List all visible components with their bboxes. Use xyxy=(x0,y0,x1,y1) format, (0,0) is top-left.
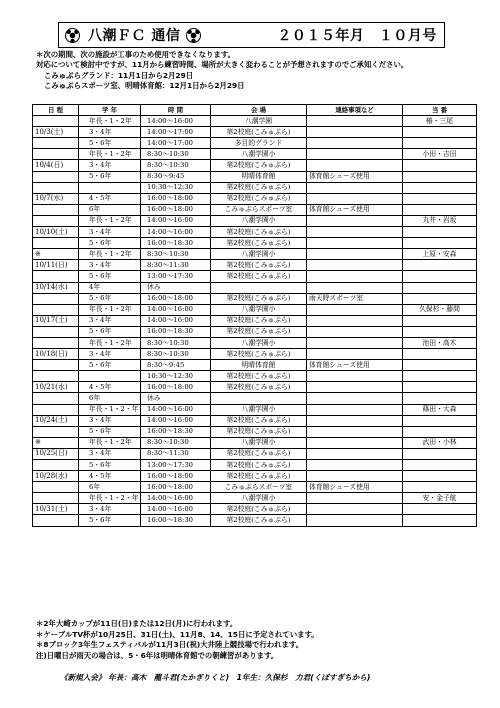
cell-time: 8:30～10:30 xyxy=(141,149,211,160)
cell-time: 14:00～16:00 xyxy=(141,493,211,504)
cell-time: 8:30～10:30 xyxy=(141,349,211,360)
cell-duty xyxy=(403,349,477,360)
new-members-note: 《新規入会》 年長：高木 龍斗君(たかぎりくと) 1年生：久保杉 力君(くぼすぎちから) xyxy=(60,673,371,682)
cell-contact xyxy=(307,304,403,315)
soccer-ball-icon xyxy=(65,28,80,43)
table-row xyxy=(33,426,477,437)
cell-venue: 第2校庭(こみゅぷら) xyxy=(211,448,307,459)
cell-duty: 小田・吉田 xyxy=(403,149,477,160)
table-row xyxy=(33,515,477,526)
table-row xyxy=(33,482,477,493)
note-line: ＊ケーブルTV杯が10月25日、31日(土)、11月8、14、15日に予定されています。 xyxy=(36,629,319,639)
cell-venue: 八潮学園小 xyxy=(211,437,307,448)
cell-grade: 3・4年 xyxy=(79,315,141,326)
cell-contact: 雨天時スポーツ室 xyxy=(307,293,403,304)
cell-grade: 5・6年 xyxy=(79,360,141,371)
cell-date xyxy=(33,215,79,226)
cell-venue: 第2校庭(こみゅぷら) xyxy=(211,471,307,482)
cell-contact xyxy=(307,160,403,171)
cell-venue: 第2校庭(こみゅぷら) xyxy=(211,127,307,138)
cell-contact xyxy=(307,460,403,471)
note-line: ＊2年大崎カップが11日(日)または12日(月)に行われます。 xyxy=(36,619,238,628)
cell-grade: 3・4年 xyxy=(79,260,141,271)
schedule-body xyxy=(33,116,477,526)
cell-venue: 第2校庭(こみゅぷら) xyxy=(211,426,307,437)
newsletter-title: 八潮ＦＣ 通信 xyxy=(88,28,181,44)
cell-contact xyxy=(307,493,403,504)
cell-contact xyxy=(307,282,403,293)
table-row xyxy=(33,460,477,471)
cell-date: 10/17(土) xyxy=(33,315,79,326)
cell-time: 16:00～18:00 xyxy=(141,482,211,493)
table-row xyxy=(33,238,477,249)
cell-contact xyxy=(307,249,403,260)
cell-venue: 八潮学園小 xyxy=(211,404,307,415)
cell-venue: 多目的グランド xyxy=(211,138,307,149)
cell-grade: 5・6年 xyxy=(79,326,141,337)
cell-contact xyxy=(307,116,403,127)
cell-time: 休み xyxy=(141,282,211,293)
cell-contact xyxy=(307,315,403,326)
cell-grade: 年長・1・2・年 xyxy=(79,493,141,504)
table-row xyxy=(33,204,477,215)
cell-time: 8:30～11:30 xyxy=(141,448,211,459)
column-header-duty: 当 番 xyxy=(403,105,477,116)
cell-contact xyxy=(307,437,403,448)
cell-duty: 安・金子航 xyxy=(403,493,477,504)
cell-contact xyxy=(307,182,403,193)
table-row xyxy=(33,404,477,415)
table-row xyxy=(33,227,477,238)
cell-grade: 5・6年 xyxy=(79,171,141,182)
cell-grade: 4・5年 xyxy=(79,471,141,482)
cell-date: 10/31(土) xyxy=(33,504,79,515)
cell-grade: 3・4年 xyxy=(79,160,141,171)
cell-date xyxy=(33,271,79,282)
column-header-time: 時 間 xyxy=(141,105,211,116)
cell-duty: 池田・高木 xyxy=(403,337,477,348)
cell-venue: 八潮学園 xyxy=(211,116,307,127)
cell-date xyxy=(33,337,79,348)
cell-grade xyxy=(79,182,141,193)
cell-time: 16:00～18:00 xyxy=(141,293,211,304)
cell-venue: こみゅぷらスポーツ室 xyxy=(211,482,307,493)
cell-date xyxy=(33,404,79,415)
cell-venue: 第2校庭(こみゅぷら) xyxy=(211,271,307,282)
cell-contact xyxy=(307,227,403,238)
cell-date: 10/14(水) xyxy=(33,282,79,293)
cell-time: 休み xyxy=(141,393,211,404)
cell-grade: 3・4年 xyxy=(79,504,141,515)
table-row xyxy=(33,260,477,271)
cell-duty xyxy=(403,515,477,526)
table-row xyxy=(33,415,477,426)
cell-contact xyxy=(307,404,403,415)
cell-contact xyxy=(307,426,403,437)
cell-venue: 第2校庭(こみゅぷら) xyxy=(211,260,307,271)
cell-duty xyxy=(403,182,477,193)
cell-date xyxy=(33,371,79,382)
cell-date xyxy=(33,426,79,437)
cell-duty: 丸井・岩坂 xyxy=(403,215,477,226)
table-row xyxy=(33,149,477,160)
cell-grade: 6年 xyxy=(79,204,141,215)
cell-venue: 第2校庭(こみゅぷら) xyxy=(211,315,307,326)
cell-venue: 第2校庭(こみゅぷら) xyxy=(211,326,307,337)
cell-time: 13:00～17:30 xyxy=(141,271,211,282)
cell-grade xyxy=(79,371,141,382)
cell-duty xyxy=(403,415,477,426)
cell-venue: 第2校庭(こみゅぷら) xyxy=(211,238,307,249)
cell-date: 10/28(水) xyxy=(33,471,79,482)
cell-grade: 3・4年 xyxy=(79,415,141,426)
cell-date: 10/18(日) xyxy=(33,349,79,360)
cell-contact xyxy=(307,515,403,526)
cell-contact: 体育館シューズ使用 xyxy=(307,482,403,493)
cell-date xyxy=(33,460,79,471)
cell-duty xyxy=(403,393,477,404)
cell-time: 16:00～18:30 xyxy=(141,515,211,526)
cell-time: 14:00～16:00 xyxy=(141,504,211,515)
notice-line: 対応について検討中ですが、11月から練習時間、場所が大きく変わることが予想されますのでご承知ください。 xyxy=(36,60,409,70)
table-row xyxy=(33,293,477,304)
cell-venue: 第2校庭(こみゅぷら) xyxy=(211,382,307,393)
cell-grade: 年長・1・2年 xyxy=(79,116,141,127)
cell-duty: 篠田・大森 xyxy=(403,404,477,415)
cell-grade: 3・4年 xyxy=(79,349,141,360)
cell-time: 8:30～9:45 xyxy=(141,360,211,371)
cell-time: 14:00～17:00 xyxy=(141,138,211,149)
cell-grade: 5・6年 xyxy=(79,293,141,304)
cell-duty xyxy=(403,282,477,293)
notice-line: ＊次の期間、次の施設が工事のため使用できなくなります。 xyxy=(36,50,235,59)
cell-date: 10/24(土) xyxy=(33,415,79,426)
table-row xyxy=(33,471,477,482)
cell-venue: 第2校庭(こみゅぷら) xyxy=(211,460,307,471)
cell-grade: 6年 xyxy=(79,393,141,404)
cell-grade: 年長・1・2年 xyxy=(79,304,141,315)
table-row xyxy=(33,160,477,171)
cell-venue: 第2校庭(こみゅぷら) xyxy=(211,349,307,360)
note-line: 注)日曜日が雨天の場合は、5・6年は明晴体育館での朝練習があります。 xyxy=(36,650,279,660)
cell-grade: 3・4年 xyxy=(79,227,141,238)
cell-time: 16:00～18:30 xyxy=(141,426,211,437)
cell-duty xyxy=(403,260,477,271)
cell-date: 10/25(日) xyxy=(33,448,79,459)
cell-duty xyxy=(403,160,477,171)
cell-venue xyxy=(211,393,307,404)
cell-contact xyxy=(307,149,403,160)
cell-venue xyxy=(211,282,307,293)
construction-notice xyxy=(36,50,408,92)
cell-date xyxy=(33,238,79,249)
cell-grade: 5・6年 xyxy=(79,515,141,526)
cell-venue: 八潮学園小 xyxy=(211,493,307,504)
cell-time: 14:00～16:00 xyxy=(141,415,211,426)
cell-duty xyxy=(403,360,477,371)
table-row xyxy=(33,304,477,315)
schedule-table xyxy=(32,104,477,527)
cell-duty xyxy=(403,271,477,282)
notice-line: こみゅぷらグランド：11月1日から2月29日 xyxy=(44,70,194,80)
cell-contact xyxy=(307,471,403,482)
cell-date: 10/10(土) xyxy=(33,227,79,238)
cell-time: 14:00～16:00 xyxy=(141,227,211,238)
cell-time: 10:30～12:30 xyxy=(141,371,211,382)
cell-venue: 八潮学園小 xyxy=(211,215,307,226)
cell-contact xyxy=(307,371,403,382)
table-row xyxy=(33,393,477,404)
cell-contact xyxy=(307,215,403,226)
cell-time: 8:30～10:30 xyxy=(141,337,211,348)
cell-duty xyxy=(403,227,477,238)
cell-duty xyxy=(403,138,477,149)
cell-duty: 久保杉・藤間 xyxy=(403,304,477,315)
cell-duty xyxy=(403,127,477,138)
cell-time: 8:30～9:45 xyxy=(141,171,211,182)
cell-venue: 明晴体育館 xyxy=(211,171,307,182)
cell-duty xyxy=(403,471,477,482)
cell-duty xyxy=(403,315,477,326)
cell-time: 16:00～18:00 xyxy=(141,382,211,393)
cell-date: 10/3(土) xyxy=(33,127,79,138)
cell-grade: 5・6年 xyxy=(79,238,141,249)
cell-duty xyxy=(403,293,477,304)
table-row xyxy=(33,315,477,326)
cell-contact: 体育館シューズ使用 xyxy=(307,204,403,215)
table-row xyxy=(33,138,477,149)
table-header-row xyxy=(33,105,477,116)
cell-duty: 上原・安森 xyxy=(403,249,477,260)
table-row xyxy=(33,371,477,382)
cell-grade: 年長・1・2年 xyxy=(79,249,141,260)
column-header-venue: 会 場 xyxy=(211,105,307,116)
cell-date xyxy=(33,515,79,526)
cell-venue: 八潮学園小 xyxy=(211,304,307,315)
cell-venue: 八潮学園小 xyxy=(211,337,307,348)
cell-time: 14:00～16:00 xyxy=(141,215,211,226)
cell-date xyxy=(33,493,79,504)
cell-contact: 体育館シューズ使用 xyxy=(307,171,403,182)
cell-venue: 第2校庭(こみゅぷら) xyxy=(211,227,307,238)
table-row xyxy=(33,360,477,371)
cell-grade: 3・4年 xyxy=(79,127,141,138)
cell-grade: 年長・1・2年 xyxy=(79,149,141,160)
table-row xyxy=(33,182,477,193)
cell-venue: 第2校庭(こみゅぷら) xyxy=(211,293,307,304)
cell-time: 16:00～18:00 xyxy=(141,471,211,482)
cell-time: 16:00～18:30 xyxy=(141,326,211,337)
cell-date: 10/4(日) xyxy=(33,160,79,171)
table-row xyxy=(33,448,477,459)
table-row xyxy=(33,271,477,282)
table-row xyxy=(33,337,477,348)
table-row xyxy=(33,127,477,138)
cell-date: 10/21(水) xyxy=(33,382,79,393)
cell-grade: 4・5年 xyxy=(79,193,141,204)
cell-duty xyxy=(403,426,477,437)
cell-grade: 4・5年 xyxy=(79,382,141,393)
cell-contact xyxy=(307,415,403,426)
cell-venue: 第2校庭(こみゅぷら) xyxy=(211,504,307,515)
cell-date xyxy=(33,171,79,182)
cell-contact xyxy=(307,349,403,360)
cell-date xyxy=(33,293,79,304)
cell-grade: 年長・1・2年 xyxy=(79,215,141,226)
cell-contact xyxy=(307,260,403,271)
cell-time: 8:30～11:30 xyxy=(141,260,211,271)
cell-contact xyxy=(307,393,403,404)
cell-contact xyxy=(307,326,403,337)
table-row xyxy=(33,282,477,293)
cell-time: 14:00～16:00 xyxy=(141,315,211,326)
cell-time: 10:30～12:30 xyxy=(141,182,211,193)
table-row xyxy=(33,504,477,515)
cell-date xyxy=(33,182,79,193)
cell-venue: 第2校庭(こみゅぷら) xyxy=(211,160,307,171)
cell-duty xyxy=(403,171,477,182)
cell-venue: 八潮学園小 xyxy=(211,149,307,160)
cell-date: ※ xyxy=(33,249,79,260)
table-row xyxy=(33,493,477,504)
cell-duty xyxy=(403,238,477,249)
cell-date: 10/11(日) xyxy=(33,260,79,271)
cell-date xyxy=(33,304,79,315)
cell-contact xyxy=(307,271,403,282)
cell-date xyxy=(33,360,79,371)
cell-time: 16:00～18:00 xyxy=(141,204,211,215)
cell-contact xyxy=(307,382,403,393)
cell-grade: 5・6年 xyxy=(79,271,141,282)
table-row xyxy=(33,215,477,226)
cell-duty xyxy=(403,460,477,471)
cell-date xyxy=(33,138,79,149)
table-row xyxy=(33,382,477,393)
cell-contact xyxy=(307,238,403,249)
cell-contact xyxy=(307,448,403,459)
cell-duty xyxy=(403,371,477,382)
cell-grade: 年長・1・2年 xyxy=(79,337,141,348)
cell-duty xyxy=(403,448,477,459)
notice-line: こみゅぷらスポーツ室、明晴体育館：12月1日から2月29日 xyxy=(44,81,245,91)
table-row xyxy=(33,249,477,260)
cell-venue: 八潮学園小 xyxy=(211,249,307,260)
cell-time: 16:00～18:00 xyxy=(141,193,211,204)
cell-duty: 武田・小林 xyxy=(403,437,477,448)
cell-grade: 5・6年 xyxy=(79,460,141,471)
cell-date xyxy=(33,326,79,337)
column-header-grade: 学 年 xyxy=(79,105,141,116)
cell-date xyxy=(33,116,79,127)
newsletter-header xyxy=(58,22,445,48)
cell-venue: 第2校庭(こみゅぷら) xyxy=(211,193,307,204)
table-row xyxy=(33,193,477,204)
note-line: ＊8ブロック3年生フェスティバルが11月3日(祝)大井陸上競技場で行われます。 xyxy=(36,640,304,649)
table-row xyxy=(33,349,477,360)
cell-contact: 体育館シューズ使用 xyxy=(307,360,403,371)
cell-time: 13:00～17:30 xyxy=(141,460,211,471)
cell-time: 8:30～10:30 xyxy=(141,437,211,448)
cell-date xyxy=(33,393,79,404)
table-row xyxy=(33,116,477,127)
cell-contact xyxy=(307,337,403,348)
cell-venue: 第2校庭(こみゅぷら) xyxy=(211,182,307,193)
column-header-date: 日 程 xyxy=(33,105,79,116)
cell-grade: 3・4年 xyxy=(79,448,141,459)
cell-time: 14:00～16:00 xyxy=(141,404,211,415)
additional-notes xyxy=(36,619,319,661)
cell-venue: 明晴体育館 xyxy=(211,360,307,371)
cell-contact xyxy=(307,127,403,138)
cell-venue: 第2校庭(こみゅぷら) xyxy=(211,415,307,426)
cell-time: 8:30～10:30 xyxy=(141,249,211,260)
table-row xyxy=(33,437,477,448)
cell-date xyxy=(33,149,79,160)
cell-duty xyxy=(403,193,477,204)
cell-duty xyxy=(403,482,477,493)
cell-grade: 6年 xyxy=(79,482,141,493)
cell-date: ※ xyxy=(33,437,79,448)
cell-venue: 第2校庭(こみゅぷら) xyxy=(211,515,307,526)
newsletter-issue-date: ２０１５年月 １０月号 xyxy=(277,28,437,44)
soccer-ball-icon xyxy=(186,28,201,43)
cell-grade: 年長・1・2年 xyxy=(79,437,141,448)
cell-contact xyxy=(307,138,403,149)
cell-venue: こみゅぷらスポーツ室 xyxy=(211,204,307,215)
cell-grade: 5・6年 xyxy=(79,138,141,149)
cell-duty xyxy=(403,326,477,337)
cell-date xyxy=(33,204,79,215)
cell-duty xyxy=(403,504,477,515)
cell-time: 8:30～10:30 xyxy=(141,160,211,171)
cell-grade: 4年 xyxy=(79,282,141,293)
cell-grade: 5・6年 xyxy=(79,426,141,437)
cell-contact xyxy=(307,193,403,204)
cell-date xyxy=(33,482,79,493)
cell-time: 14:00～16:00 xyxy=(141,116,211,127)
cell-duty: 椿・三尾 xyxy=(403,116,477,127)
cell-grade: 年長・1・2・年 xyxy=(79,404,141,415)
column-header-contact: 連絡事項など xyxy=(307,105,403,116)
table-row xyxy=(33,326,477,337)
cell-contact xyxy=(307,504,403,515)
cell-time: 16:00～18:30 xyxy=(141,238,211,249)
cell-time: 14:00～17:00 xyxy=(141,127,211,138)
cell-date: 10/7(水) xyxy=(33,193,79,204)
cell-duty xyxy=(403,204,477,215)
table-row xyxy=(33,171,477,182)
cell-duty xyxy=(403,382,477,393)
cell-venue: 第2校庭(こみゅぷら) xyxy=(211,371,307,382)
cell-time: 14:00～16:00 xyxy=(141,304,211,315)
